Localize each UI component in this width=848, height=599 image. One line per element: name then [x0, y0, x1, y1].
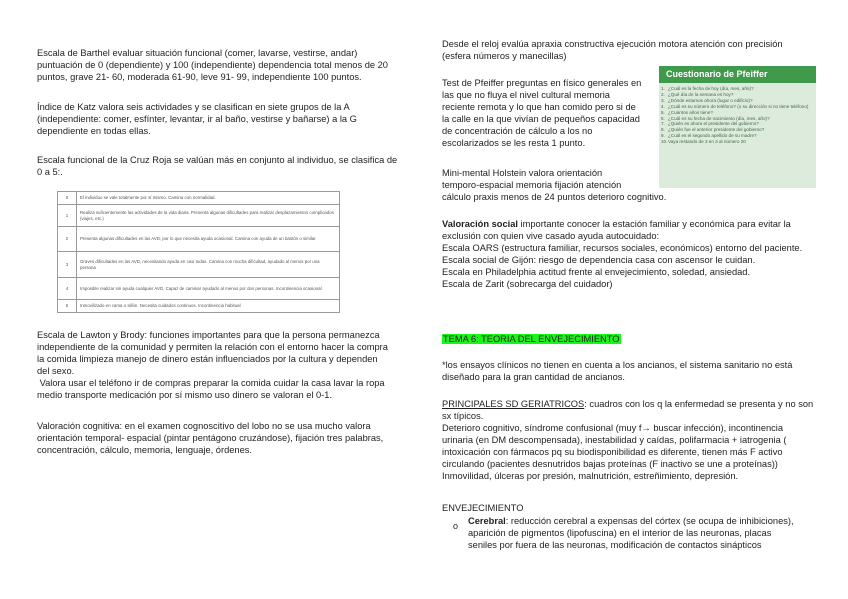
question-text: ¿Dónde estamos ahora (lugar o edificio)?: [668, 97, 753, 103]
sindromes-line: Inmovilidad, úlceras por presión, malnutrición, estreñimiento, depresión.: [442, 471, 739, 481]
pfeiffer-line: de concentración de cálculo a los no: [442, 126, 593, 136]
pfeiffer-line: la calle en la que vivían de pequeños capacidad: [442, 114, 640, 124]
lawton-line: medio transporte medicación por sí mismo uso dinero se valoran el 0-1.: [37, 390, 333, 400]
lawton-paragraph: [37, 329, 388, 401]
social-text: importante conocer la estación familiar y económica para evitar la: [517, 219, 791, 229]
table-cell-description: Imposible realizar sin ayuda cualquier AVD. Capaz de caminar ayudado al menos por dos personas. Incontinencia ocasional: [77, 278, 340, 300]
table-cell-grade: 2: [58, 227, 77, 252]
social-paragraph: [442, 218, 802, 290]
minimental-line: Mini-mental Holstein valora orientación: [442, 168, 603, 178]
question-number: 2.: [661, 91, 665, 97]
table-cell-description: Presenta algunas dificultades en las AVD, por lo que necesita ayuda ocasional. Camina con ayuda de un bastón o similar: [77, 227, 340, 252]
table-row: [58, 278, 340, 300]
pfeiffer-line: las que no fluya el nivel cultural memoria: [442, 90, 610, 100]
barthel-line: puntuación de 0 (dependiente) y 100 (independiente) dependencia total menos de 20: [37, 60, 388, 70]
table-cell-grade: 5: [58, 300, 77, 313]
minimental-line: temporo-espacial memoria fijación atención: [442, 180, 622, 190]
question-number: 9.: [661, 133, 665, 139]
ensayos-line: *los ensayos clínicos no tienen en cuenta a los ancianos, el sistema sanitario no está: [442, 360, 793, 370]
pfeiffer-questionnaire-box: [659, 66, 816, 188]
tema-heading: [442, 333, 621, 345]
list-item: [659, 139, 816, 145]
table-cell-description: Graves dificultades en las AVD, necesitando ayuda en casi todas. Camina con mucha dificultad, ayudado al menos por una persona: [77, 252, 340, 278]
cerebral-line: aparición de pigmentos (lipofuscina) en el interior de las neuronas, placas: [468, 528, 772, 538]
cerebral-heading: Cerebral: [468, 516, 506, 526]
sindromes-line: urinaria (en DM descompensada), inestabilidad y caídas, polifarmacia + iatrogenia (: [442, 435, 787, 445]
lawton-line: independiente de la comunidad y permiten la relación con el entorno hacer la compra: [37, 342, 388, 352]
question-number: 8.: [661, 127, 665, 133]
social-line: Escala OARS (estructura familiar, recursos sociales, económicos) entorno del paciente.: [442, 243, 803, 253]
lawton-line: del sexo.: [37, 366, 75, 376]
sindromes-line: Deterioro cognitivo, síndrome confusional (muy f→ buscar infección), incontinencia: [442, 423, 784, 433]
tema-title: TEMA 6: TEORIA DEL ENVEJECIMIENTO: [443, 334, 620, 344]
cerebral-line: [468, 515, 794, 527]
table-cell-description: Realiza suficientemente las actividades de la vida diaria. Presenta algunas dificultades para realizar desplazamientos complicados (viajes, etc.): [77, 205, 340, 227]
table-row: [58, 300, 340, 313]
pfeiffer-line: reciente remota y lo que han comido pero si de: [442, 102, 636, 112]
ensayos-paragraph: [442, 359, 792, 383]
cerebral-line: seniles por fuera de las neuronas, modificación de contactos sinápticos: [468, 540, 762, 550]
sindromes-intro: : cuadros con los q la enfermedad se presenta y no son: [584, 399, 814, 409]
barthel-line: puntos, grave 21- 60, moderada 61-90, leve 91- 99, independiente 100 puntos.: [37, 72, 362, 82]
question-number: 10.: [661, 139, 668, 145]
cognitiva-paragraph: [37, 420, 383, 456]
cruz-roja-paragraph: [37, 154, 397, 178]
question-text: ¿Quién es ahora el presidente del gobierno?: [668, 121, 759, 127]
cognitiva-line: Valoración cognitiva: en el examen cognoscitivo del lobo no se usa mucho valora: [37, 421, 371, 431]
minimental-line: cálculo praxis menos de 24 puntos deterioro cognitivo.: [442, 192, 667, 202]
pfeiffer-line: escolarizados se les resta 1 punto.: [442, 138, 586, 148]
pfeiffer-box-title: Cuestionario de Pfeiffer: [659, 66, 816, 83]
question-number: 7.: [661, 121, 665, 127]
envejecimiento-heading: [442, 502, 523, 514]
question-number: 3.: [661, 97, 665, 103]
katz-line: (independiente: comer, esfínter, levantar, ir al baño, vestirse y bañarse) a la G: [37, 114, 357, 124]
question-text: Vaya restando de 3 en 3 al número 20: [668, 139, 746, 145]
cruz-roja-table: [57, 191, 340, 313]
katz-paragraph: [37, 101, 357, 137]
question-text: ¿Cuál es el segundo apellido de su madre?: [668, 133, 757, 139]
sindromes-heading: PRINCIPALES SD GERIATRICOS: [442, 399, 585, 409]
table-row: [58, 205, 340, 227]
envejecimiento-title: ENVEJECIMIENTO: [442, 503, 524, 513]
barthel-line: Escala de Barthel evaluar situación funcional (comer, lavarse, vestirse, andar): [37, 48, 358, 58]
katz-line: Índice de Katz valora seis actividades y se clasifican en siete grupos de la A: [37, 102, 350, 112]
question-number: 4.: [661, 103, 665, 109]
lawton-line: Valora usar el teléfono ir de compras preparar la comida cuidar la casa lavar la ropa: [37, 378, 385, 388]
sindromes-paragraph: [442, 398, 813, 482]
cruz-roja-line: Escala funcional de la Cruz Roja se valúan más en conjunto al individuo, se clasifica de: [37, 155, 398, 165]
pfeiffer-paragraph: [442, 77, 641, 149]
minimental-paragraph: [442, 167, 666, 203]
question-number: 1.: [661, 86, 665, 91]
reloj-line: Desde el reloj evalúa apraxia constructiva ejecución motora atención con precisión: [442, 39, 783, 49]
social-heading: Valoración social: [442, 219, 518, 229]
bullet-icon: o: [453, 521, 459, 531]
question-text: ¿Cuál es la fecha de hoy (día, mes, año)?: [668, 86, 754, 91]
lawton-line: Escala de Lawton y Brody: funciones importantes para que la persona permanezca: [37, 330, 380, 340]
katz-line: dependiente en todas ellas.: [37, 126, 151, 136]
question-text: ¿Cuál es su número de teléfono? (o su dirección si no tiene teléfono): [668, 103, 809, 109]
cruz-roja-line: 0 a 5:.: [37, 167, 63, 177]
sindromes-line: intoxicación con fármacos pq su biodisponibilidad es diferente, tienen más F activo: [442, 447, 783, 457]
table-row: [58, 227, 340, 252]
table-cell-description: Inmovilizado en cama o sillón. Necesita cuidados continuos. Incontinencia habitual: [77, 300, 340, 313]
table-cell-grade: 1: [58, 205, 77, 227]
social-line: Escala de Zarit (sobrecarga del cuidador): [442, 279, 613, 289]
reloj-paragraph: [442, 38, 783, 62]
table-row: [58, 192, 340, 205]
table-cell-description: El individuo se vale totalmente por sí mismo. Camina con normalidad.: [77, 192, 340, 205]
ensayos-line: diseñado para la gran cantidad de ancianos.: [442, 372, 625, 382]
sindromes-heading-line: [442, 398, 813, 410]
sindromes-line: sx típicos.: [442, 411, 484, 421]
cognitiva-line: concentración, cálculo, memoria, lenguaje, órdenes.: [37, 445, 252, 455]
question-number: 6.: [661, 115, 665, 121]
table-cell-grade: 4: [58, 278, 77, 300]
question-number: 5.: [661, 109, 665, 115]
social-line: [442, 218, 802, 230]
table-cell-grade: 3: [58, 252, 77, 278]
question-text: ¿Qué día de la semana es hoy?: [668, 91, 734, 97]
social-line: Escala en Philadelphia actitud frente al envejecimiento, soledad, ansiedad.: [442, 267, 751, 277]
barthel-paragraph: [37, 47, 388, 83]
reloj-line: (esfera números y manecillas): [442, 51, 567, 61]
table-row: [58, 252, 340, 278]
lawton-line: la comida limpieza manejo de dinero están influenciados por la cultura y dependen: [37, 354, 378, 364]
social-line: Escala social de Gijón: riesgo de dependencia casa con ascensor le cuidan.: [442, 255, 756, 265]
cognitiva-line: orientación temporal- espacial (pintar pentágono cruzándose), fijación tres palabras,: [37, 433, 384, 443]
cerebral-paragraph: [468, 515, 794, 551]
table-cell-grade: 0: [58, 192, 77, 205]
question-text: ¿Cuál es su fecha de nacimiento (día, mes, año)?: [668, 115, 770, 121]
pfeiffer-question-list: [659, 83, 816, 145]
social-line: exclusión con quien vive casado ayuda autocuidado:: [442, 231, 660, 241]
question-text: ¿Cuántos años tiene?: [668, 109, 713, 115]
pfeiffer-line: Test de Pfeiffer preguntas en físico generales en: [442, 78, 642, 88]
cerebral-text: : reducción cerebral a expensas del córtex (se ocupa de inhibiciones),: [505, 516, 794, 526]
question-text: ¿Quién fue el anterior presidente del gobierno?: [668, 127, 765, 133]
sindromes-line: circulando (pacientes desnutridos bajas proteínas (F inactivo se une a proteínas)): [442, 459, 778, 469]
